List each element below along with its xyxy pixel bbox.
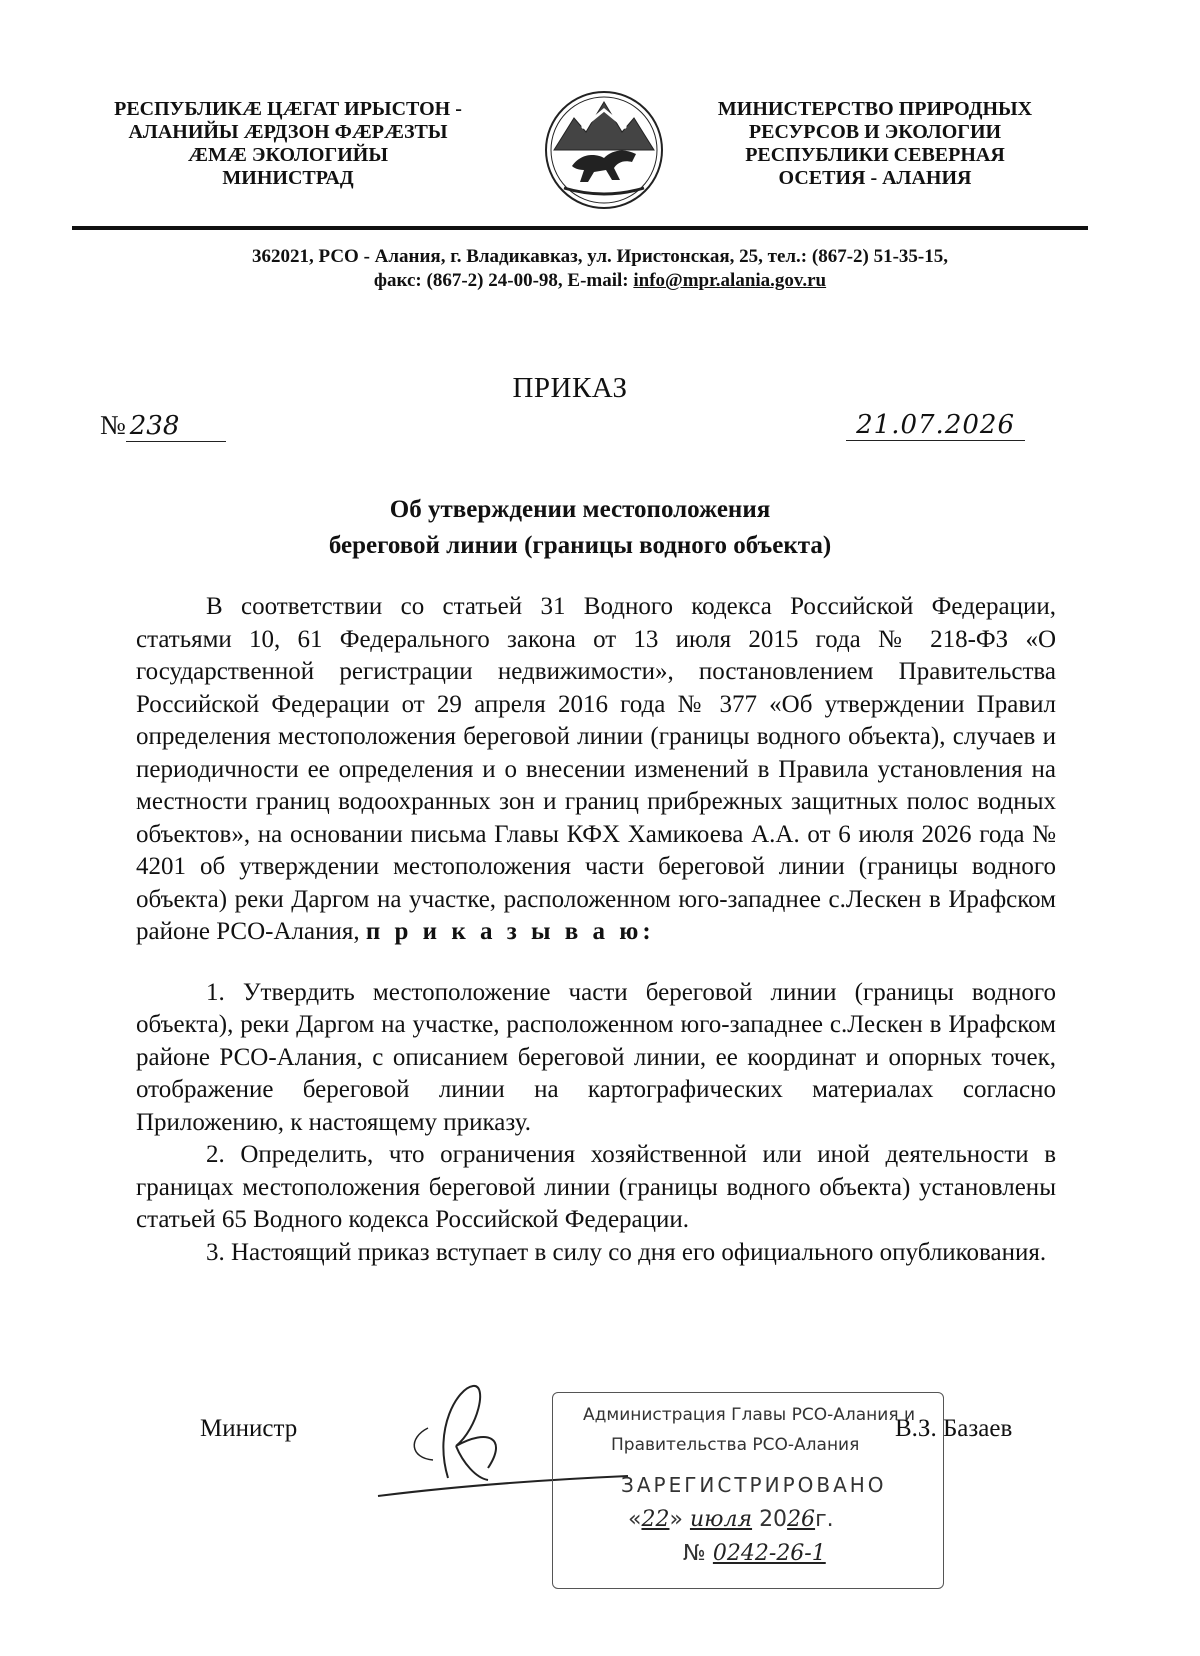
preamble-paragraph [136, 591, 1056, 949]
stamp-year-prefix: 20 [759, 1507, 788, 1532]
header-right-line: МИНИСТЕРСТВО ПРИРОДНЫХ [717, 98, 1033, 120]
email-link[interactable]: info@mpr.alania.gov.ru [633, 270, 827, 291]
order-word: п р и к а з ы в а ю: [365, 918, 655, 945]
number-label: № [100, 410, 126, 440]
document-title: ПРИКАЗ [512, 372, 628, 404]
header-left-line: АЛАНИЙЫ ÆРДЗОН ФÆРÆЗТЫ [128, 121, 448, 143]
order-number [100, 410, 226, 442]
stamp-number-value: 0242-26-1 [712, 1541, 826, 1566]
stamp-quote: » [669, 1507, 683, 1532]
header-right-line: РЕСПУБЛИКИ СЕВЕРНАЯ [745, 144, 1005, 166]
stamp-year-end: г. [815, 1507, 834, 1532]
header-right-line: РЕСУРСОВ И ЭКОЛОГИИ [748, 121, 1002, 143]
stamp-quote: « [628, 1507, 642, 1532]
header-right-line: ОСЕТИЯ - АЛАНИЯ [778, 167, 972, 189]
document-body [136, 591, 1056, 1269]
stamp-date [628, 1507, 834, 1532]
header-divider [72, 226, 1088, 230]
preamble-text: В соответствии со статьей 31 Водного кодекса Российской Федерации, статьями 10, 61 Федерального закона от 13 июля 2015 года № 218-ФЗ «О государственной регистрации недвижимости», постановлением Правительства Российской Федерации от 29 апреля 2016 года № 377 «Об утверждении Правил определения местоположения береговой линии (границы водного объекта), случаев и периодичности ее определения и о внесении изменений в Правила установления на местности границ водоохранных зон и границ прибрежных защитных полос водных объектов», на основании письма Главы КФХ Хамикоева А.А. от 6 июля 2026 года № 4201 об утверждении местоположения части береговой линии (границы водного объекта) реки Даргом на участке, расположенном юго-западнее с.Лескен в Ирафском районе РСО-Алания, [136, 593, 1056, 945]
ministry-name-russian [690, 98, 1060, 190]
stamp-reg-number [683, 1541, 826, 1566]
order-date: 21.07.2026 [846, 410, 1025, 441]
stamp-authority-line: Администрация Главы РСО-Алания и [583, 1405, 916, 1425]
registration-stamp [552, 1392, 944, 1589]
order-item: 1. Утвердить местоположение части береговой линии (границы водного объекта), реки Даргом на участке, расположенном юго-западнее с.Лескен в Ирафском районе РСО-Алания, с описанием береговой линии, ее координат и опорных точек, отображение береговой линии на картографических материалах согласно Приложению, к настоящему приказу. [136, 978, 1056, 1136]
stamp-year-suffix: 26 [787, 1507, 816, 1532]
contact-line [60, 270, 1140, 292]
order-item: 2. Определить, что ограничения хозяйственной или иной деятельности в границах местоположения береговой линии (границы водного объекта) установлены статьей 65 Водного кодекса Российской Федерации. [136, 1141, 1056, 1233]
republic-emblem-icon [542, 88, 666, 212]
stamp-number-label: № [683, 1541, 706, 1566]
subject-line: береговой линии (границы водного объекта) [328, 532, 832, 559]
signatory-title: Министр [200, 1415, 298, 1442]
document-subject [0, 492, 1160, 564]
order-number-value: 238 [126, 411, 226, 442]
signatory-name: В.З. Базаев [895, 1415, 1013, 1442]
stamp-day: 22 [641, 1507, 670, 1532]
stamp-authority-line: Правительства РСО-Алания [611, 1435, 860, 1455]
ministry-name-ossetian [88, 98, 488, 190]
fax-text: факс: (867-2) 24-00-98, E-mail: [373, 270, 634, 291]
header-left-line: РЕСПУБЛИКÆ ЦÆГАТ ИРЫСТОН - [114, 98, 462, 120]
order-item: 3. Настоящий приказ вступает в силу со дня его официального опубликования. [206, 1238, 1047, 1266]
address-line: 362021, РСО - Алания, г. Владикавказ, ул. Иристонская, 25, тел.: (867-2) 51-35-15, [251, 246, 948, 267]
header-left-line: МИНИСТРАД [222, 167, 354, 189]
subject-line: Об утверждении местоположения [389, 496, 771, 523]
stamp-registered-label: ЗАРЕГИСТРИРОВАНО [621, 1473, 887, 1497]
header-left-line: ÆМÆ ЭКОЛОГИЙЫ [188, 144, 388, 166]
stamp-month: июля [689, 1507, 753, 1532]
